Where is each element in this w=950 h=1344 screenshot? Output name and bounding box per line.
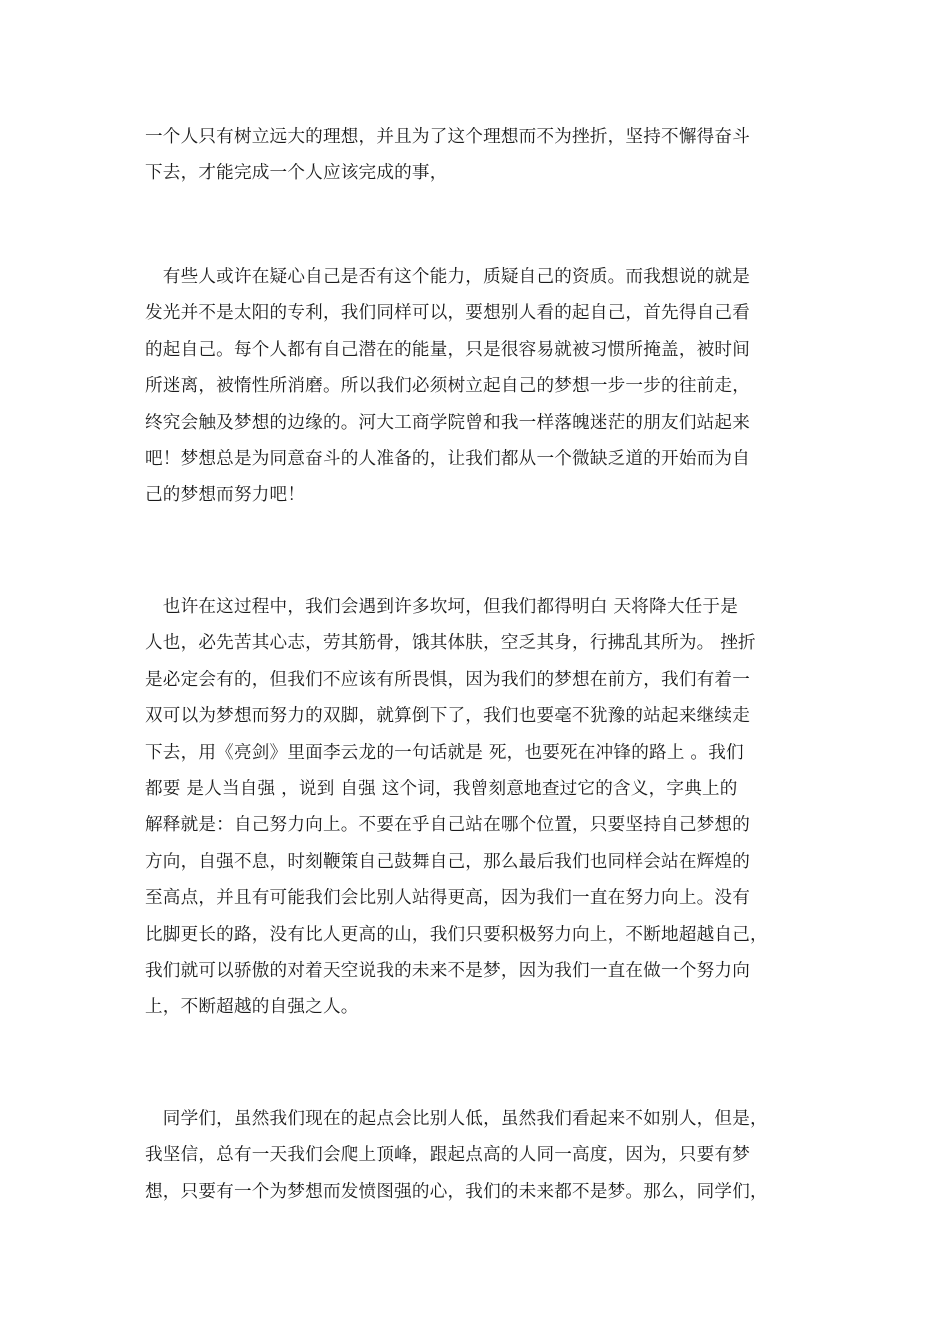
- text-line: 我们就可以骄傲的对着天空说我的未来不是梦，因为我们一直在做一个努力向: [145, 961, 750, 982]
- text-line: 己的梦想而努力吧！: [145, 485, 306, 506]
- text-line: 发光并不是太阳的专利，我们同样可以，要想别人看的起自己，首先得自己看: [145, 303, 750, 324]
- text-line: 也许在这过程中，我们会遇到许多坎坷，但我们都得明白 天将降大任于是: [145, 597, 738, 617]
- text-line: 人也，必先苦其心志，劳其筋骨，饿其体肤，空乏其身，行拂乱其所为。 挫折: [145, 633, 756, 654]
- paragraph-4: [145, 1101, 825, 1210]
- text-line: 双可以为梦想而努力的双脚，就算倒下了，我们也要毫不犹豫的站起来继续走: [145, 706, 750, 727]
- paragraph-1: [145, 119, 825, 192]
- text-line: 解释就是：自己努力向上。不要在乎自己站在哪个位置，只要坚持自己梦想的: [145, 815, 750, 836]
- text-line: 都要 是人当自强 ，说到 自强 这个词，我曾刻意地查过它的含义，字典上的: [145, 779, 738, 800]
- text-line: 方向，自强不息，时刻鞭策自己鼓舞自己，那么最后我们也同样会站在辉煌的: [145, 851, 750, 872]
- text-line: 想，只要有一个为梦想而发愤图强的心，我们的未来都不是梦。那么，同学们，: [145, 1181, 768, 1202]
- text-line: 是必定会有的，但我们不应该有所畏惧，因为我们的梦想在前方，我们有着一: [145, 669, 750, 690]
- text-line: 同学们，虽然我们现在的起点会比别人低，虽然我们看起来不如别人，但是，: [145, 1109, 768, 1129]
- paragraph-2: [145, 259, 825, 514]
- text-line: 的起自己。每个人都有自己潜在的能量，只是很容易就被习惯所掩盖，被时间: [145, 339, 750, 360]
- paragraph-3: [145, 589, 825, 1026]
- text-line: 我坚信，总有一天我们会爬上顶峰，跟起点高的人同一高度，因为，只要有梦: [145, 1145, 750, 1166]
- text-line: 比脚更长的路，没有比人更高的山，我们只要积极努力向上，不断地超越自己，: [145, 924, 768, 945]
- text-line: 终究会触及梦想的边缘的。河大工商学院曾和我一样落魄迷茫的朋友们站起来: [145, 412, 750, 433]
- text-line: 下去，才能完成一个人应该完成的事，: [145, 163, 448, 184]
- text-line: 吧！梦想总是为同意奋斗的人准备的，让我们都从一个微缺乏道的开始而为自: [145, 449, 750, 470]
- text-line: 上，不断超越的自强之人。: [145, 997, 359, 1018]
- text-line: 至高点，并且有可能我们会比别人站得更高，因为我们一直在努力向上。没有: [145, 888, 750, 909]
- text-line: 一个人只有树立远大的理想，并且为了这个理想而不为挫折，坚持不懈得奋斗: [145, 127, 750, 147]
- text-line: 下去，用《亮剑》里面李云龙的一句话就是 死，也要死在冲锋的路上 。我们: [145, 742, 744, 763]
- text-line: 有些人或许在疑心自己是否有这个能力，质疑自己的资质。而我想说的就是: [145, 267, 750, 287]
- text-line: 所迷离，被惰性所消磨。所以我们必须树立起自己的梦想一步一步的往前走，: [145, 376, 750, 397]
